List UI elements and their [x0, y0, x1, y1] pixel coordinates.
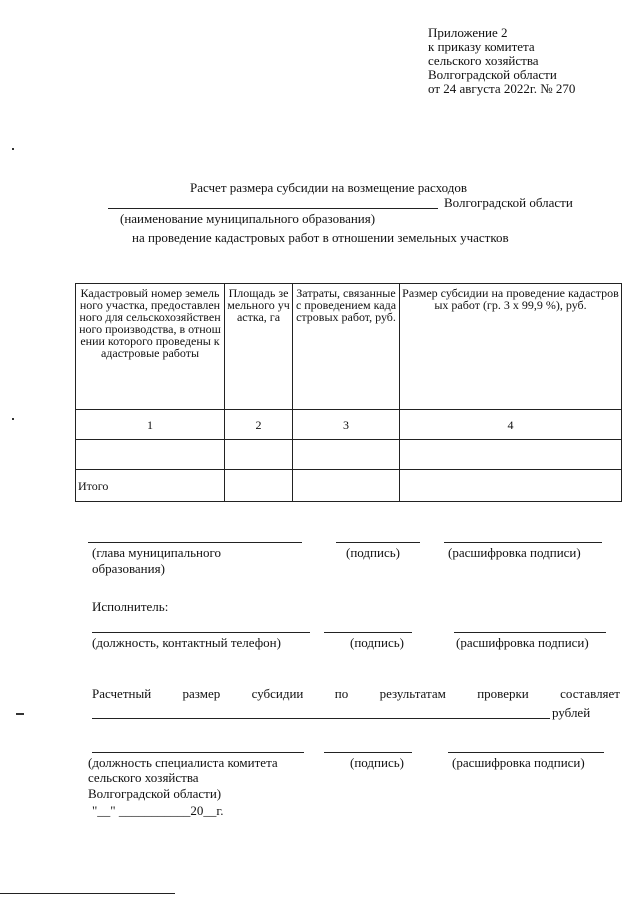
- head-decoding-line: [444, 542, 602, 543]
- specialist-decoding-caption: (расшифровка подписи): [452, 755, 585, 770]
- table-row-total: [76, 470, 622, 502]
- table-cell: [400, 470, 622, 502]
- specialist-decoding-line: [448, 752, 604, 753]
- appendix-header: [428, 26, 598, 96]
- specialist-signature-line: [324, 752, 412, 753]
- appendix-order-line: [428, 40, 598, 54]
- appendix-committee-line: [428, 54, 598, 68]
- calculation-statement: [92, 687, 620, 701]
- appendix-date-line: от 24 августа 2022г. № 270: [428, 81, 576, 96]
- statement-word: результатам: [379, 686, 446, 701]
- region-suffix: Волгоградской области: [444, 195, 573, 210]
- column-number: 4: [400, 410, 622, 440]
- table-row-column-numbers: [76, 410, 622, 440]
- table-cell: [225, 470, 293, 502]
- appendix-title: Приложение 2: [428, 25, 508, 40]
- subsidy-table: [75, 283, 622, 502]
- specialist-caption-continued: сельского хозяйства: [88, 770, 199, 785]
- head-signature-line: [336, 542, 420, 543]
- statement-word: размер: [182, 686, 221, 701]
- municipality-name-line: [108, 208, 438, 209]
- table-row-empty: [76, 440, 622, 470]
- specialist-position-line: [92, 752, 304, 753]
- statement-word: субсидии: [251, 686, 304, 701]
- appendix-word: приказу: [437, 39, 482, 54]
- currency-label: рублей: [552, 705, 591, 720]
- column-header-subsidy: Размер субсидии на проведение кадастровых работ (гр. 3 х 99,9 %), руб.: [400, 284, 622, 410]
- footnote-separator: [0, 893, 175, 894]
- executor-position-line: [92, 632, 310, 633]
- column-header-costs: Затраты, связанные с проведением кадастровых работ, руб.: [293, 284, 400, 410]
- municipality-caption: (наименование муниципального образования): [120, 211, 376, 226]
- executor-decoding-line: [454, 632, 606, 633]
- specialist-caption-region: Волгоградской области): [88, 786, 222, 801]
- head-signature-caption: (подпись): [346, 545, 400, 560]
- executor-decoding-caption: (расшифровка подписи): [456, 635, 589, 650]
- column-number: 1: [76, 410, 225, 440]
- executor-label: Исполнитель:: [92, 599, 169, 614]
- head-caption-continued: образования): [92, 561, 165, 576]
- table-header-row: [76, 284, 622, 410]
- table-cell: [293, 470, 400, 502]
- scan-mark: [16, 713, 24, 715]
- scan-dot: [12, 418, 14, 420]
- specialist-caption: (должность специалиста комитета: [88, 755, 278, 770]
- head-position-line: [88, 542, 302, 543]
- column-number: 3: [293, 410, 400, 440]
- appendix-region-line: Волгоградской области: [428, 67, 557, 82]
- table-cell: [225, 440, 293, 470]
- table-cell: [293, 440, 400, 470]
- statement-word: по: [334, 686, 349, 701]
- specialist-signature-caption: (подпись): [350, 755, 404, 770]
- executor-signature-caption: (подпись): [350, 635, 404, 650]
- table-cell: [76, 440, 225, 470]
- executor-signature-line: [324, 632, 412, 633]
- table-cell: [400, 440, 622, 470]
- scan-dot: [12, 148, 14, 150]
- statement-word: Расчетный: [92, 686, 152, 701]
- total-label: Итого: [76, 470, 225, 502]
- column-header-area: Площадь земельного участка, га: [225, 284, 293, 410]
- executor-position-caption: (должность, контактный телефон): [92, 635, 281, 650]
- statement-word: проверки: [477, 686, 529, 701]
- appendix-word: комитета: [484, 39, 535, 54]
- head-decoding-caption: (расшифровка подписи): [448, 545, 581, 560]
- head-caption: (глава муниципального: [92, 545, 222, 560]
- appendix-word: сельского: [428, 53, 482, 68]
- document-title: Расчет размера субсидии на возмещение расходов: [190, 180, 467, 195]
- statement-word: составляет: [560, 686, 620, 701]
- date-field: "__" ___________20__г.: [92, 803, 224, 818]
- appendix-word: к: [428, 39, 435, 54]
- subsidy-amount-line: [92, 718, 550, 719]
- column-header-cadastral-number: Кадастровый номер земельного участка, предоставленного для сельскохозяйственного производства, в отношении которого проведены кадастровые работы: [76, 284, 225, 410]
- column-number: 2: [225, 410, 293, 440]
- title-subject-line: на проведение кадастровых работ в отношении земельных участков: [132, 230, 509, 245]
- appendix-word: хозяйства: [484, 53, 539, 68]
